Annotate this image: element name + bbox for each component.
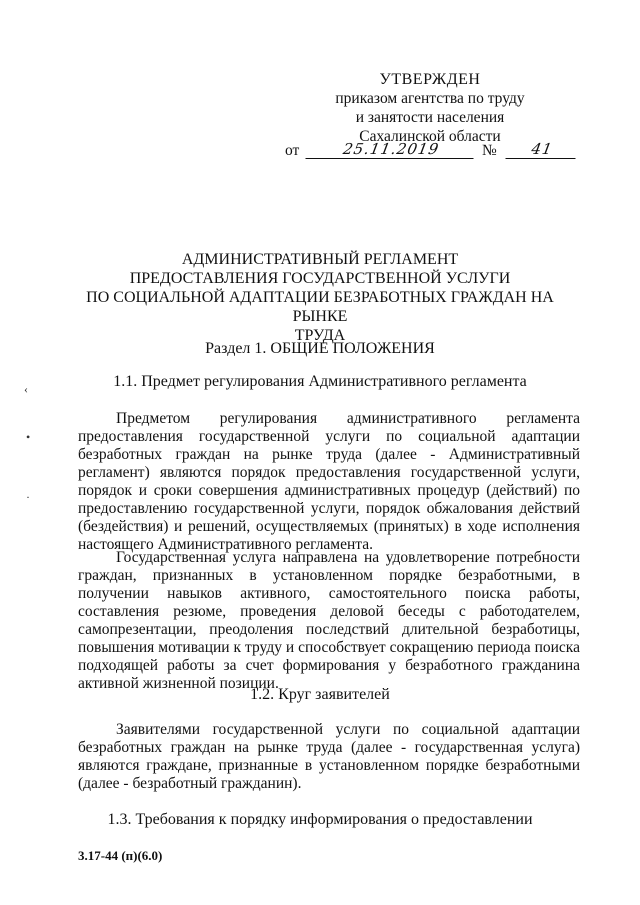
paragraph: Предметом регулирования административного регламента предоставления государственной услуги по социальной адаптации безработных граждан на рынке труда (далее - Административный регламент) являются порядок предоставления государственной услуги, порядок и сроки совершения административных процедур (действий) по предоставлению государственной услуги, порядок обжалования действий (бездействия) и решений, осуществляемых (принятых) в ходе исполнения настоящего Административного регламента. — [78, 410, 580, 553]
section-heading: Раздел 1. ОБЩИЕ ПОЛОЖЕНИЯ — [205, 340, 435, 357]
order-date-handwritten: 25.11.2019 — [305, 141, 476, 159]
margin-mark: ‹ — [24, 382, 28, 396]
number-label: № — [482, 142, 497, 159]
title-line: АДМИНИСТРАТИВНЫЙ РЕГЛАМЕНТ — [181, 251, 459, 268]
margin-mark: • — [26, 430, 31, 444]
subsection-heading: 1.3. Требования к порядку информирования о предоставлении — [107, 811, 533, 828]
order-number-handwritten: 41 — [505, 141, 578, 159]
subsection-heading: 1.1. Предмет регулирования Административного регламента — [113, 373, 527, 390]
margin-mark: · — [26, 490, 30, 504]
subsection-heading: 1.2. Круг заявителей — [250, 686, 390, 703]
title-line: ПРЕДОСТАВЛЕНИЯ ГОСУДАРСТВЕННОЙ УСЛУГИ — [129, 270, 511, 287]
title-line: ТРУДА — [294, 327, 346, 344]
approval-title: УТВЕРЖДЕН — [379, 71, 481, 88]
paragraph: Государственная услуга направлена на удовлетворение потребности граждан, признанных в установленном порядке безработными, в получении навыков активного, самостоятельного поиска работы, составления резюме, проведения деловой беседы с работодателем, самопрезентации, преодоления последствий длительной безработицы, повышения мотивации к труду и способствует сокращению периода поиска подходящей работы за счет формирования у безработного гражданина активной жизненной позиции. — [78, 549, 580, 692]
approval-line: приказом агентства по труду — [335, 90, 525, 107]
document-title — [60, 250, 580, 345]
document-code: 3.17-44 (п)(6.0) — [78, 848, 163, 863]
approval-block — [280, 70, 580, 146]
from-label: от — [285, 142, 300, 159]
approval-line: Сахалинской области — [359, 128, 501, 145]
approval-line: и занятости населения — [355, 109, 505, 126]
paragraph: Заявителями государственной услуги по социальной адаптации безработных граждан на рынке труда (далее - государственная услуга) являются граждане, признанные в установленном порядке безработными (далее - безработный гражданин). — [78, 721, 580, 792]
title-line: ПО СОЦИАЛЬНОЙ АДАПТАЦИИ БЕЗРАБОТНЫХ ГРАЖДАН НА РЫНКЕ — [86, 289, 554, 325]
